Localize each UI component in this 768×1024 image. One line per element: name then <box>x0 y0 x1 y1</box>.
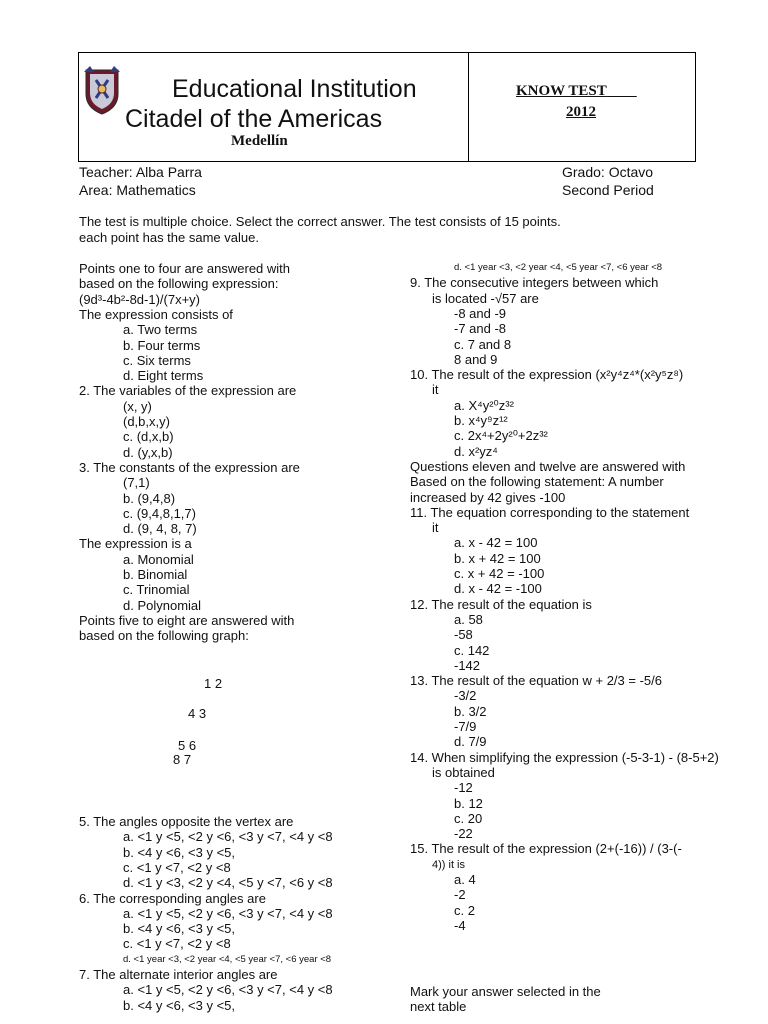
test-title-text: KNOW TEST <box>516 83 607 99</box>
graph-intro-line: Points five to eight are answered with <box>79 612 295 628</box>
option: c. 142 <box>454 642 490 658</box>
graph-label: 1 2 <box>204 676 223 691</box>
option: c. (9,4,8,1,7) <box>123 505 196 521</box>
option: d. Eight terms <box>123 368 204 384</box>
header-divider <box>468 52 469 162</box>
option: -22 <box>454 826 473 842</box>
option: (x, y) <box>123 398 152 414</box>
option: a. <1 y <5, <2 y <6, <3 y <7, <4 y <8 <box>123 982 333 998</box>
option: a. X⁴y²⁰z³² <box>454 397 514 413</box>
question-11: 11. The equation corresponding to the statement <box>410 504 690 520</box>
graph-label: 8 7 <box>173 752 192 767</box>
option: c. (d,x,b) <box>123 429 174 445</box>
option: d. <1 y <3, <2 y <4, <5 y <7, <6 y <8 <box>123 875 333 891</box>
option: b. Binomial <box>123 567 188 582</box>
instructions-line2: each point has the same value. <box>79 230 259 245</box>
option: (7,1) <box>123 475 150 491</box>
option: -58 <box>454 627 473 643</box>
school-crest-icon <box>82 64 122 116</box>
graph-intro-line: based on the following graph: <box>79 628 249 644</box>
option: a. 58 <box>454 611 483 627</box>
option: a. x - 42 = 100 <box>454 535 538 551</box>
option: d. x - 42 = -100 <box>454 581 542 597</box>
option: b. <4 y <6, <3 y <5, <box>123 921 236 937</box>
institution-name-line1: Educational Institution <box>172 75 417 103</box>
graph-label: 4 3 <box>188 706 207 721</box>
question-15-cont: 4)) it is <box>432 859 465 871</box>
question-10-cont: it <box>432 382 439 398</box>
test-title <box>516 83 637 100</box>
institution-name-line2: Citadel of the Americas <box>125 105 383 133</box>
option: a. <1 y <5, <2 y <6, <3 y <7, <4 y <8 <box>123 905 333 921</box>
answer-instruction: next table <box>410 999 467 1015</box>
option: d. (9, 4, 8, 7) <box>123 521 197 537</box>
intro-line: based on the following expression: <box>79 276 279 292</box>
option: b. 12 <box>454 795 483 811</box>
option: a. Monomial <box>123 551 194 567</box>
option: a. <1 y <5, <2 y <6, <3 y <7, <4 y <8 <box>123 829 333 845</box>
option: b. 3/2 <box>454 703 487 719</box>
option: -2 <box>454 887 466 903</box>
option: -142 <box>454 657 481 673</box>
option: b. x + 42 = 100 <box>454 550 541 566</box>
option: c. 2 <box>454 902 475 918</box>
grade-label: Grado: Octavo <box>562 164 654 180</box>
option: a. 4 <box>454 872 476 887</box>
question-9-cont: is located -√57 are <box>432 290 539 306</box>
intro-line: Points one to four are answered with <box>79 261 291 276</box>
option: -7 and -8 <box>454 321 507 337</box>
option: c. Trinomial <box>123 582 190 598</box>
option: d. x²yz⁴ <box>454 443 498 459</box>
question-14: 14. When simplifying the expression (-5-3-1) - (8-5+2) <box>410 749 719 765</box>
question-10: 10. The result of the expression (x²y⁴z⁴*(x²y⁵z⁸) <box>410 367 684 383</box>
question-12: 12. The result of the equation is <box>410 596 592 612</box>
option: b. x⁴y⁹z¹² <box>454 413 508 428</box>
question-15: 15. The result of the expression (2+(-16)) / (3-(- <box>410 841 682 857</box>
question-3: 3. The constants of the expression are <box>79 459 300 475</box>
question-7: 7. The alternate interior angles are <box>79 967 278 982</box>
option: b. (9,4,8) <box>123 490 176 506</box>
option: c. Six terms <box>123 352 191 368</box>
question-9: 9. The consecutive integers between which <box>410 275 659 291</box>
option: -4 <box>454 917 466 933</box>
teacher-label: Teacher: Alba Parra <box>79 164 202 180</box>
option: 8 and 9 <box>454 351 498 367</box>
option: c. <1 y <7, <2 y <8 <box>123 936 231 952</box>
question-11-cont: it <box>432 520 439 536</box>
option: d. (y,x,b) <box>123 444 173 460</box>
option: -12 <box>454 780 473 796</box>
question-14-cont: is obtained <box>432 764 495 780</box>
option: -8 and -9 <box>454 305 507 321</box>
option: b. <4 y <6, <3 y <5, <box>123 997 236 1013</box>
option: a. Two terms <box>123 322 198 338</box>
section-intro: Based on the following statement: A number <box>410 474 664 490</box>
left-column <box>79 261 419 644</box>
option: b. Four terms <box>123 337 201 353</box>
option: c. 2x⁴+2y²⁰+2z³² <box>454 428 548 444</box>
option: -3/2 <box>454 688 477 704</box>
question-13: 13. The result of the equation w + 2/3 = -5/6 <box>410 673 662 689</box>
option: c. 20 <box>454 810 483 826</box>
option: d. 7/9 <box>454 734 487 750</box>
city-label: Medellín <box>231 133 288 149</box>
graph-label: 5 6 <box>178 738 197 753</box>
question-1: The expression consists of <box>79 306 233 322</box>
answer-instruction: Mark your answer selected in the <box>410 984 601 999</box>
option: (d,b,x,y) <box>123 414 170 429</box>
expression-text: (9d³-4b²-8d-1)/(7x+y) <box>79 291 201 307</box>
area-label: Area: Mathematics <box>79 182 196 198</box>
left-bottom-column <box>79 814 419 1014</box>
question-4: The expression is a <box>79 536 192 552</box>
option: -7/9 <box>454 719 477 734</box>
question-2: 2. The variables of the expression are <box>79 383 297 399</box>
option: d. <1 year <3, <2 year <4, <5 year <7, <6 year <8 <box>123 953 332 965</box>
section-intro: Questions eleven and twelve are answered with <box>410 458 686 474</box>
option: d. Polynomial <box>123 597 202 613</box>
question-5: 5. The angles opposite the vertex are <box>79 814 294 829</box>
test-year: 2012 <box>566 104 596 120</box>
option: b. <4 y <6, <3 y <5, <box>123 844 236 860</box>
instructions-line1: The test is multiple choice. Select the correct answer. The test consists of 15 points. <box>79 214 561 229</box>
option: c. x + 42 = -100 <box>454 566 545 581</box>
question-6: 6. The corresponding angles are <box>79 890 266 906</box>
period-label: Second Period <box>562 182 654 198</box>
section-intro: increased by 42 gives -100 <box>410 489 566 505</box>
option: c. 7 and 8 <box>454 336 512 352</box>
option: c. <1 y <7, <2 y <8 <box>123 859 231 875</box>
right-column <box>410 260 765 1020</box>
option: d. <1 year <3, <2 year <4, <5 year <7, <6 year <8 <box>454 262 663 273</box>
